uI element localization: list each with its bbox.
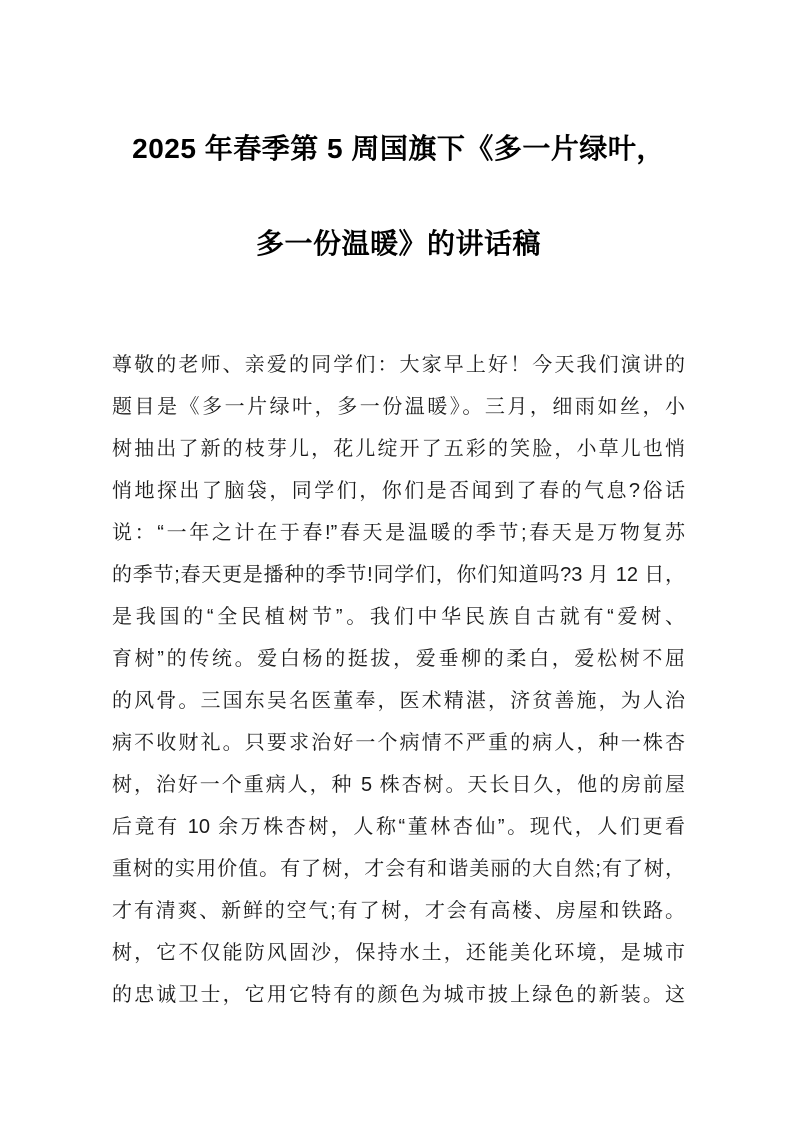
- body-line: 树，它不仅能防风固沙，保持水土，还能美化环境，是城市: [112, 942, 685, 964]
- body-line: 重树的实用价值。有了树，才会有和谐美丽的大自然;有了树，: [112, 858, 685, 880]
- body-line: 是我国的“全民植树节”。我们中华民族自古就有“爱树、: [112, 606, 685, 628]
- body-line: 题目是《多一片绿叶，多一份温暖》。三月，细雨如丝，小: [112, 396, 685, 418]
- body-line: 说：“一年之计在于春!”春天是温暖的季节;春天是万物复苏: [112, 522, 685, 544]
- document-content: [0, 129, 793, 1016]
- body-line: 树，治好一个重病人，种 5 株杏树。天长日久，他的房前屋: [112, 774, 685, 796]
- body-line: 树抽出了新的枝芽儿，花儿绽开了五彩的笑脸，小草儿也悄: [112, 438, 685, 460]
- body-line: 悄地探出了脑袋，同学们，你们是否闻到了春的气息?俗话: [112, 480, 685, 502]
- document-title-line-1: 2025 年春季第 5 周国旗下《多一片绿叶，: [132, 133, 665, 164]
- body-line: 的风骨。三国东吴名医董奉，医术精湛，济贫善施，为人治: [112, 690, 685, 712]
- body-line: 病不收财礼。只要求治好一个病情不严重的病人，种一株杏: [112, 732, 685, 754]
- body-line: 的忠诚卫士，它用它特有的颜色为城市披上绿色的新装。这: [112, 984, 685, 1006]
- document-title-line-2: 多一份温暖》的讲话稿: [255, 228, 541, 259]
- body-line: 尊敬的老师、亲爱的同学们：大家早上好！今天我们演讲的: [112, 354, 685, 376]
- body-line: 后竟有 10 余万株杏树，人称“董林杏仙”。现代，人们更看: [112, 816, 685, 838]
- body-line: 才有清爽、新鲜的空气;有了树，才会有高楼、房屋和铁路。: [112, 900, 685, 922]
- body-paragraph: [112, 344, 685, 1016]
- body-line: 的季节;春天更是播种的季节!同学们，你们知道吗?3 月 12 日，: [112, 564, 685, 586]
- body-line: 育树”的传统。爱白杨的挺拔，爱垂柳的柔白，爱松树不屈: [112, 648, 685, 670]
